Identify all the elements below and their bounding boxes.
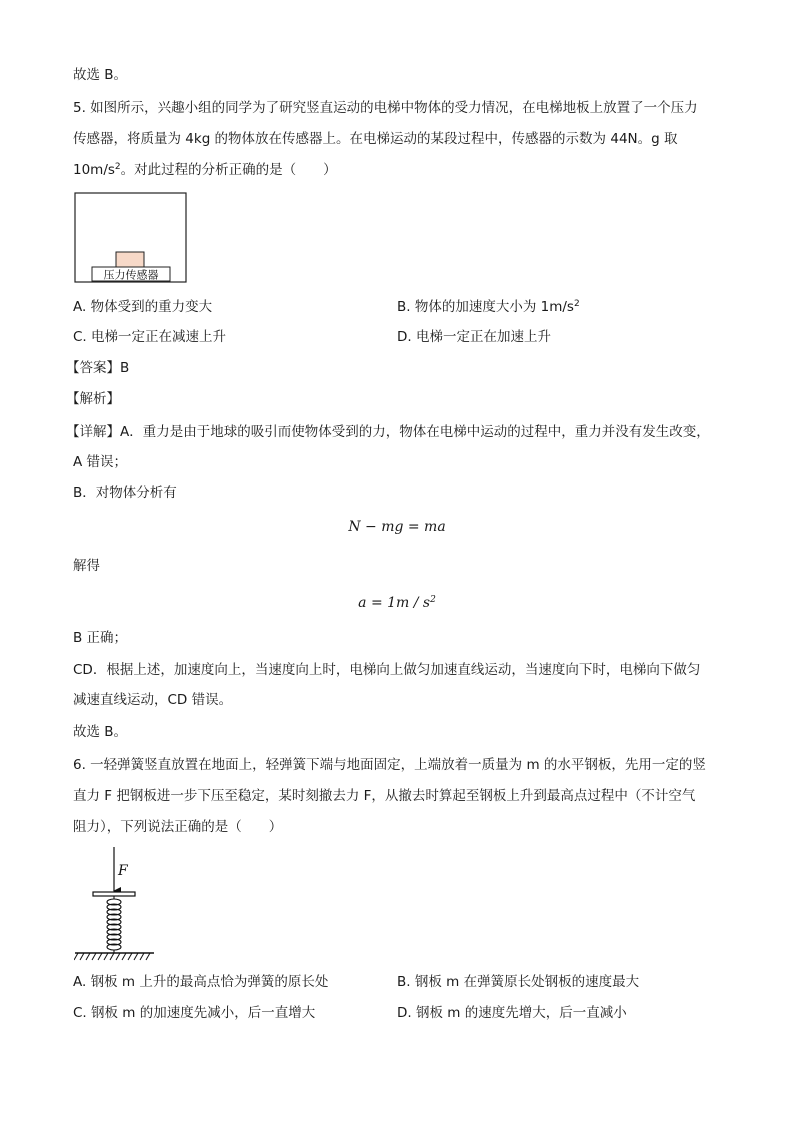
q5-solve-label: 解得 xyxy=(73,558,100,574)
q5-detail-line-3: B．对物体分析有 xyxy=(73,485,177,501)
q5-option-c: C. 电梯一定正在减速上升 xyxy=(73,329,227,345)
ground-hatching xyxy=(74,953,150,960)
steel-plate xyxy=(93,892,135,896)
force-label: F xyxy=(118,863,128,879)
q6-stem-line-1: 6. 一轻弹簧竖直放置在地面上，轻弹簧下端与地面固定，上端放着一质量为 m 的水平钢板，先用一定的竖 xyxy=(73,757,706,773)
pressure-sensor-label: 压力传感器 xyxy=(103,268,159,282)
q5-answer: 【答案】B xyxy=(66,360,130,376)
q5-option-a: A. 物体受到的重力变大 xyxy=(73,299,213,315)
q6-option-c: C. 钢板 m 的加速度先减小，后一直增大 xyxy=(73,1005,316,1021)
q5-option-b: B. 物体的加速度大小为 $1m/s^2$ xyxy=(397,299,580,315)
q5-option-d: D. 电梯一定正在加速上升 xyxy=(397,329,551,345)
q5-stem-line-1: 5. 如图所示，兴趣小组的同学为了研究竖直运动的电梯中物体的受力情况，在电梯地板上放置了一个压力 xyxy=(73,100,698,116)
previous-answer-line: 故选 B。 xyxy=(73,67,128,83)
q5-detail-line-1: 【详解】A．重力是由于地球的吸引而使物体受到的力，物体在电梯中运动的过程中，重力并没有发生改变， xyxy=(66,424,710,440)
spring-diagram xyxy=(74,845,156,962)
q5-cd-line-2: 减速直线运动，CD 错误。 xyxy=(73,692,233,708)
q5-stem-line-2: 传感器，将质量为 4kg 的物体放在传感器上。在电梯运动的某段过程中，传感器的示数为 44N。g 取 xyxy=(73,131,678,147)
q6-stem-line-2: 直力 F 把钢板进一步下压至稳定，某时刻撤去力 F，从撤去时算起至钢板上升到最高点过程中（不计空气 xyxy=(73,788,696,804)
q5-analysis-heading: 【解析】 xyxy=(66,391,120,407)
q5-equation-2: $a = 1m / s^2$ xyxy=(358,595,436,611)
q6-stem-line-3: 阻力），下列说法正确的是（ ） xyxy=(73,819,283,835)
q5-cd-line-1: CD．根据上述，加速度向上，当速度向上时，电梯向上做匀加速直线运动，当速度向下时，电梯向下做匀 xyxy=(73,662,701,678)
elevator-diagram xyxy=(74,192,188,284)
q5-b-correct: B 正确； xyxy=(73,630,128,646)
q6-option-d: D. 钢板 m 的速度先增大，后一直减小 xyxy=(397,1005,627,1021)
q5-final-answer: 故选 B。 xyxy=(73,724,128,740)
q6-option-a: A. 钢板 m 上升的最高点恰为弹簧的原长处 xyxy=(73,974,329,990)
spring-coil xyxy=(107,896,121,953)
q5-equation-1: N − mg = ma xyxy=(348,519,446,535)
q5-stem-line-3: $10m/s^2$。对此过程的分析正确的是（ ） xyxy=(73,162,337,178)
q5-detail-line-2: A 错误； xyxy=(73,454,128,470)
object-block xyxy=(116,252,144,267)
q6-option-b: B. 钢板 m 在弹簧原长处钢板的速度最大 xyxy=(397,974,640,990)
